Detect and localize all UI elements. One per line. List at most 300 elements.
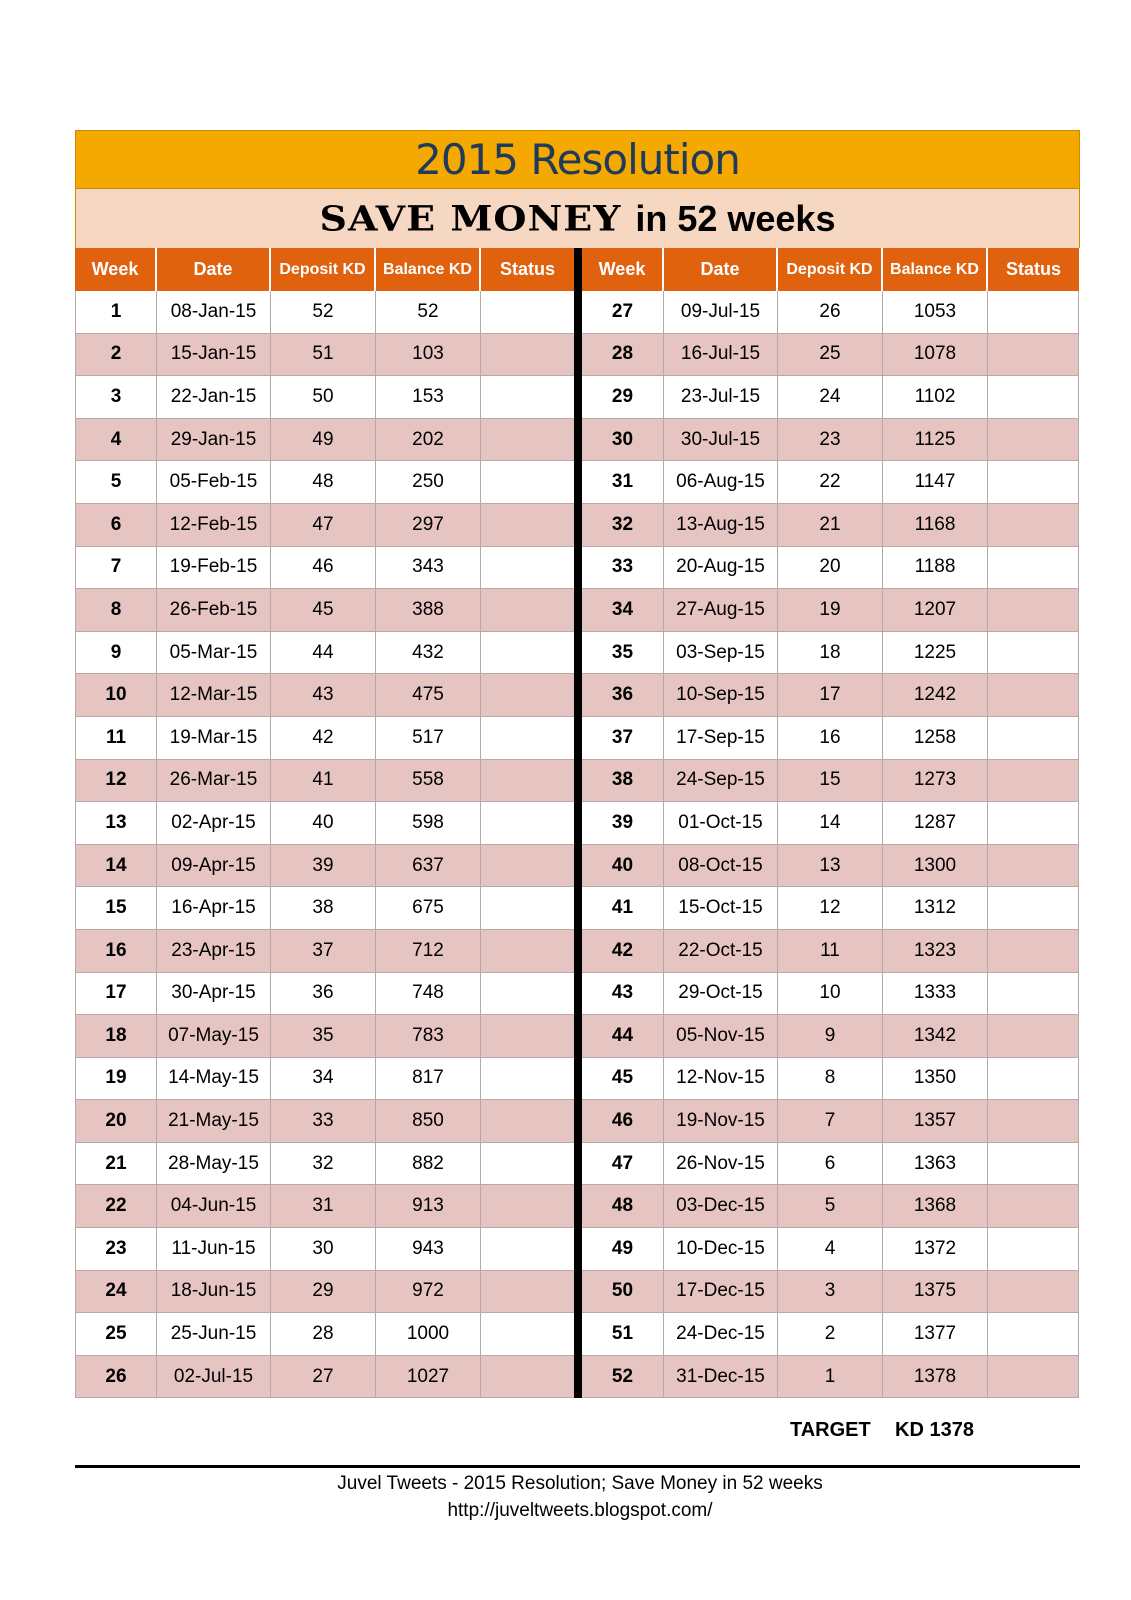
cell-status: [481, 1313, 574, 1356]
cell-deposit: 28: [271, 1313, 376, 1356]
cell-deposit: 26: [778, 291, 883, 334]
cell-status: [481, 376, 574, 419]
cell-balance: 1375: [883, 1271, 988, 1314]
cell-date: 29-Jan-15: [157, 419, 271, 462]
cell-balance: 637: [376, 845, 481, 888]
table-row: [75, 461, 574, 504]
table-divider: [574, 248, 582, 1398]
subtitle-banner: [75, 189, 1080, 248]
cell-deposit: 21: [778, 504, 883, 547]
cell-date: 26-Nov-15: [664, 1143, 778, 1186]
title-banner: [75, 130, 1080, 189]
cell-deposit: 50: [271, 376, 376, 419]
cell-deposit: 24: [778, 376, 883, 419]
column-header-balance: Balance KD: [376, 248, 481, 291]
cell-balance: 913: [376, 1185, 481, 1228]
table-row: [75, 717, 574, 760]
cell-week: 22: [75, 1185, 157, 1228]
cell-date: 20-Aug-15: [664, 547, 778, 590]
cell-date: 07-May-15: [157, 1015, 271, 1058]
cell-status: [988, 845, 1079, 888]
cell-deposit: 47: [271, 504, 376, 547]
cell-balance: 1273: [883, 760, 988, 803]
cell-deposit: 15: [778, 760, 883, 803]
cell-deposit: 35: [271, 1015, 376, 1058]
cell-balance: 598: [376, 802, 481, 845]
cell-date: 23-Jul-15: [664, 376, 778, 419]
cell-status: [988, 589, 1079, 632]
cell-balance: 103: [376, 334, 481, 377]
cell-deposit: 1: [778, 1356, 883, 1399]
cell-balance: 1350: [883, 1058, 988, 1101]
column-header-week: Week: [75, 248, 157, 291]
table-row: [582, 973, 1079, 1016]
cell-balance: 1342: [883, 1015, 988, 1058]
cell-deposit: 49: [271, 419, 376, 462]
footer-rule: [75, 1465, 1080, 1468]
table-row: [582, 1015, 1079, 1058]
cell-balance: 1368: [883, 1185, 988, 1228]
table-row: [75, 1313, 574, 1356]
cell-week: 30: [582, 419, 664, 462]
cell-status: [988, 334, 1079, 377]
cell-date: 24-Sep-15: [664, 760, 778, 803]
column-header-week: Week: [582, 248, 664, 291]
cell-status: [481, 845, 574, 888]
cell-status: [481, 802, 574, 845]
cell-status: [988, 376, 1079, 419]
cell-deposit: 31: [271, 1185, 376, 1228]
cell-date: 17-Dec-15: [664, 1271, 778, 1314]
cell-date: 08-Oct-15: [664, 845, 778, 888]
cell-deposit: 29: [271, 1271, 376, 1314]
table-row: [75, 1100, 574, 1143]
cell-status: [481, 291, 574, 334]
cell-status: [988, 930, 1079, 973]
table-row: [75, 887, 574, 930]
table-row: [582, 760, 1079, 803]
cell-week: 14: [75, 845, 157, 888]
cell-week: 9: [75, 632, 157, 675]
cell-deposit: 10: [778, 973, 883, 1016]
cell-status: [988, 547, 1079, 590]
cell-date: 21-May-15: [157, 1100, 271, 1143]
footer: [0, 1470, 1131, 1524]
cell-week: 12: [75, 760, 157, 803]
cell-week: 29: [582, 376, 664, 419]
cell-date: 11-Jun-15: [157, 1228, 271, 1271]
cell-date: 29-Oct-15: [664, 973, 778, 1016]
cell-balance: 1287: [883, 802, 988, 845]
table-row: [75, 930, 574, 973]
cell-balance: 202: [376, 419, 481, 462]
cell-balance: 1300: [883, 845, 988, 888]
cell-balance: 1225: [883, 632, 988, 675]
cell-week: 43: [582, 973, 664, 1016]
table-row: [75, 547, 574, 590]
cell-balance: 297: [376, 504, 481, 547]
cell-deposit: 37: [271, 930, 376, 973]
cell-deposit: 32: [271, 1143, 376, 1186]
cell-date: 13-Aug-15: [664, 504, 778, 547]
cell-week: 1: [75, 291, 157, 334]
cell-date: 03-Dec-15: [664, 1185, 778, 1228]
table-row: [582, 1271, 1079, 1314]
cell-date: 08-Jan-15: [157, 291, 271, 334]
cell-balance: 675: [376, 887, 481, 930]
cell-week: 8: [75, 589, 157, 632]
cell-deposit: 17: [778, 674, 883, 717]
cell-status: [481, 1228, 574, 1271]
table-row: [75, 845, 574, 888]
column-header-status: Status: [481, 248, 574, 291]
cell-date: 10-Dec-15: [664, 1228, 778, 1271]
cell-deposit: 4: [778, 1228, 883, 1271]
cell-deposit: 27: [271, 1356, 376, 1399]
cell-status: [988, 1185, 1079, 1228]
cell-status: [988, 1143, 1079, 1186]
cell-status: [988, 1100, 1079, 1143]
cell-status: [481, 1356, 574, 1399]
cell-deposit: 44: [271, 632, 376, 675]
cell-week: 52: [582, 1356, 664, 1399]
cell-week: 42: [582, 930, 664, 973]
cell-balance: 1242: [883, 674, 988, 717]
header-row-left: [75, 248, 574, 291]
table-row: [75, 802, 574, 845]
cell-week: 4: [75, 419, 157, 462]
table-row: [582, 291, 1079, 334]
cell-deposit: 8: [778, 1058, 883, 1101]
cell-balance: 1323: [883, 930, 988, 973]
cell-date: 30-Jul-15: [664, 419, 778, 462]
page-title: 2015 Resolution: [415, 135, 740, 184]
cell-balance: 432: [376, 632, 481, 675]
cell-date: 10-Sep-15: [664, 674, 778, 717]
savings-table: [75, 248, 1080, 1398]
table-row: [75, 334, 574, 377]
cell-week: 39: [582, 802, 664, 845]
cell-deposit: 48: [271, 461, 376, 504]
cell-deposit: 38: [271, 887, 376, 930]
cell-balance: 1377: [883, 1313, 988, 1356]
table-row: [75, 1143, 574, 1186]
cell-balance: 250: [376, 461, 481, 504]
table-row: [582, 461, 1079, 504]
table-row: [75, 589, 574, 632]
target-label: TARGET: [790, 1419, 871, 1441]
table-row: [75, 419, 574, 462]
cell-week: 36: [582, 674, 664, 717]
cell-status: [481, 973, 574, 1016]
cell-balance: 1147: [883, 461, 988, 504]
savings-sheet: [75, 130, 1080, 1398]
cell-status: [481, 547, 574, 590]
table-row: [75, 632, 574, 675]
cell-balance: 1312: [883, 887, 988, 930]
cell-balance: 748: [376, 973, 481, 1016]
cell-date: 05-Mar-15: [157, 632, 271, 675]
cell-date: 19-Feb-15: [157, 547, 271, 590]
table-row: [582, 376, 1079, 419]
table-row: [75, 1356, 574, 1399]
table-row: [582, 419, 1079, 462]
cell-status: [481, 717, 574, 760]
cell-balance: 475: [376, 674, 481, 717]
cell-status: [481, 334, 574, 377]
cell-date: 17-Sep-15: [664, 717, 778, 760]
cell-date: 12-Nov-15: [664, 1058, 778, 1101]
cell-status: [481, 887, 574, 930]
column-header-deposit: Deposit KD: [778, 248, 883, 291]
cell-status: [481, 1058, 574, 1101]
cell-date: 12-Feb-15: [157, 504, 271, 547]
cell-status: [988, 760, 1079, 803]
table-row: [75, 291, 574, 334]
cell-balance: 1333: [883, 973, 988, 1016]
cell-week: 51: [582, 1313, 664, 1356]
table-row: [75, 760, 574, 803]
cell-status: [481, 1271, 574, 1314]
cell-status: [988, 717, 1079, 760]
cell-date: 25-Jun-15: [157, 1313, 271, 1356]
table-row: [582, 1356, 1079, 1399]
cell-status: [988, 887, 1079, 930]
cell-deposit: 6: [778, 1143, 883, 1186]
cell-balance: 943: [376, 1228, 481, 1271]
cell-status: [481, 504, 574, 547]
table-row: [582, 1313, 1079, 1356]
table-row: [582, 674, 1079, 717]
cell-status: [481, 461, 574, 504]
table-row: [582, 887, 1079, 930]
cell-deposit: 5: [778, 1185, 883, 1228]
cell-date: 22-Oct-15: [664, 930, 778, 973]
cell-week: 17: [75, 973, 157, 1016]
cell-status: [481, 930, 574, 973]
footer-url: http://juveltweets.blogspot.com/: [447, 1500, 713, 1521]
cell-deposit: 51: [271, 334, 376, 377]
cell-status: [988, 1271, 1079, 1314]
cell-week: 13: [75, 802, 157, 845]
cell-week: 32: [582, 504, 664, 547]
cell-status: [988, 1015, 1079, 1058]
table-row: [582, 1185, 1079, 1228]
cell-week: 40: [582, 845, 664, 888]
cell-deposit: 40: [271, 802, 376, 845]
table-row: [75, 1228, 574, 1271]
cell-date: 16-Apr-15: [157, 887, 271, 930]
cell-week: 21: [75, 1143, 157, 1186]
cell-balance: 1000: [376, 1313, 481, 1356]
cell-balance: 1078: [883, 334, 988, 377]
cell-balance: 712: [376, 930, 481, 973]
cell-date: 27-Aug-15: [664, 589, 778, 632]
header-row-right: [582, 248, 1079, 291]
cell-balance: 783: [376, 1015, 481, 1058]
cell-date: 30-Apr-15: [157, 973, 271, 1016]
cell-status: [481, 760, 574, 803]
cell-status: [481, 419, 574, 462]
cell-date: 02-Jul-15: [157, 1356, 271, 1399]
cell-deposit: 22: [778, 461, 883, 504]
cell-balance: 388: [376, 589, 481, 632]
cell-balance: 1168: [883, 504, 988, 547]
cell-week: 18: [75, 1015, 157, 1058]
footer-credit: Juvel Tweets - 2015 Resolution; Save Money in 52 weeks: [337, 1473, 823, 1494]
cell-deposit: 7: [778, 1100, 883, 1143]
cell-week: 49: [582, 1228, 664, 1271]
cell-week: 47: [582, 1143, 664, 1186]
cell-week: 25: [75, 1313, 157, 1356]
target-value: KD 1378: [895, 1419, 974, 1441]
cell-week: 38: [582, 760, 664, 803]
cell-week: 2: [75, 334, 157, 377]
cell-week: 15: [75, 887, 157, 930]
cell-deposit: 14: [778, 802, 883, 845]
cell-status: [988, 632, 1079, 675]
cell-status: [988, 1228, 1079, 1271]
cell-week: 11: [75, 717, 157, 760]
cell-week: 23: [75, 1228, 157, 1271]
cell-week: 37: [582, 717, 664, 760]
cell-date: 06-Aug-15: [664, 461, 778, 504]
cell-week: 24: [75, 1271, 157, 1314]
cell-deposit: 18: [778, 632, 883, 675]
cell-date: 01-Oct-15: [664, 802, 778, 845]
cell-date: 04-Jun-15: [157, 1185, 271, 1228]
cell-date: 15-Oct-15: [664, 887, 778, 930]
cell-week: 5: [75, 461, 157, 504]
table-row: [75, 1015, 574, 1058]
cell-balance: 882: [376, 1143, 481, 1186]
column-header-balance: Balance KD: [883, 248, 988, 291]
cell-week: 20: [75, 1100, 157, 1143]
column-header-date: Date: [664, 248, 778, 291]
cell-deposit: 42: [271, 717, 376, 760]
cell-week: 7: [75, 547, 157, 590]
cell-week: 41: [582, 887, 664, 930]
cell-status: [481, 589, 574, 632]
cell-status: [988, 1356, 1079, 1399]
cell-week: 27: [582, 291, 664, 334]
cell-balance: 517: [376, 717, 481, 760]
cell-balance: 558: [376, 760, 481, 803]
cell-balance: 153: [376, 376, 481, 419]
cell-deposit: 3: [778, 1271, 883, 1314]
cell-week: 33: [582, 547, 664, 590]
cell-week: 16: [75, 930, 157, 973]
table-row: [582, 632, 1079, 675]
table-row: [582, 930, 1079, 973]
cell-date: 26-Mar-15: [157, 760, 271, 803]
cell-deposit: 19: [778, 589, 883, 632]
cell-week: 46: [582, 1100, 664, 1143]
cell-balance: 343: [376, 547, 481, 590]
cell-date: 22-Jan-15: [157, 376, 271, 419]
subtitle-emphasis: SAVE MONEY: [319, 198, 622, 239]
cell-date: 09-Jul-15: [664, 291, 778, 334]
cell-deposit: 34: [271, 1058, 376, 1101]
cell-date: 09-Apr-15: [157, 845, 271, 888]
table-row: [582, 1058, 1079, 1101]
target-summary: [790, 1419, 974, 1442]
cell-date: 16-Jul-15: [664, 334, 778, 377]
cell-status: [481, 1015, 574, 1058]
cell-balance: 1207: [883, 589, 988, 632]
table-row: [582, 547, 1079, 590]
cell-deposit: 23: [778, 419, 883, 462]
cell-date: 19-Mar-15: [157, 717, 271, 760]
table-row: [582, 1100, 1079, 1143]
cell-date: 14-May-15: [157, 1058, 271, 1101]
cell-week: 28: [582, 334, 664, 377]
table-row: [75, 376, 574, 419]
cell-deposit: 45: [271, 589, 376, 632]
cell-date: 12-Mar-15: [157, 674, 271, 717]
table-row: [75, 504, 574, 547]
cell-week: 19: [75, 1058, 157, 1101]
cell-status: [481, 1185, 574, 1228]
cell-deposit: 9: [778, 1015, 883, 1058]
cell-date: 05-Nov-15: [664, 1015, 778, 1058]
cell-balance: 1372: [883, 1228, 988, 1271]
cell-balance: 1363: [883, 1143, 988, 1186]
cell-deposit: 46: [271, 547, 376, 590]
cell-status: [988, 802, 1079, 845]
cell-status: [988, 291, 1079, 334]
table-row: [582, 845, 1079, 888]
cell-week: 44: [582, 1015, 664, 1058]
cell-status: [988, 973, 1079, 1016]
cell-date: 15-Jan-15: [157, 334, 271, 377]
cell-date: 26-Feb-15: [157, 589, 271, 632]
cell-deposit: 36: [271, 973, 376, 1016]
cell-deposit: 39: [271, 845, 376, 888]
table-row: [582, 1228, 1079, 1271]
cell-status: [988, 1313, 1079, 1356]
cell-date: 31-Dec-15: [664, 1356, 778, 1399]
cell-date: 23-Apr-15: [157, 930, 271, 973]
cell-date: 02-Apr-15: [157, 802, 271, 845]
cell-date: 05-Feb-15: [157, 461, 271, 504]
cell-week: 45: [582, 1058, 664, 1101]
subtitle-rest: in 52 weeks: [635, 197, 836, 239]
table-row: [75, 973, 574, 1016]
table-row: [582, 717, 1079, 760]
table-row: [582, 1143, 1079, 1186]
cell-deposit: 25: [778, 334, 883, 377]
cell-status: [988, 504, 1079, 547]
column-header-date: Date: [157, 248, 271, 291]
cell-week: 48: [582, 1185, 664, 1228]
table-row: [75, 1185, 574, 1228]
table-right-half: [582, 248, 1079, 1398]
cell-deposit: 52: [271, 291, 376, 334]
cell-date: 28-May-15: [157, 1143, 271, 1186]
cell-week: 50: [582, 1271, 664, 1314]
cell-week: 10: [75, 674, 157, 717]
table-row: [582, 504, 1079, 547]
cell-status: [481, 1143, 574, 1186]
cell-status: [988, 1058, 1079, 1101]
cell-date: 19-Nov-15: [664, 1100, 778, 1143]
cell-deposit: 41: [271, 760, 376, 803]
cell-deposit: 13: [778, 845, 883, 888]
cell-deposit: 30: [271, 1228, 376, 1271]
cell-balance: 1188: [883, 547, 988, 590]
cell-deposit: 11: [778, 930, 883, 973]
